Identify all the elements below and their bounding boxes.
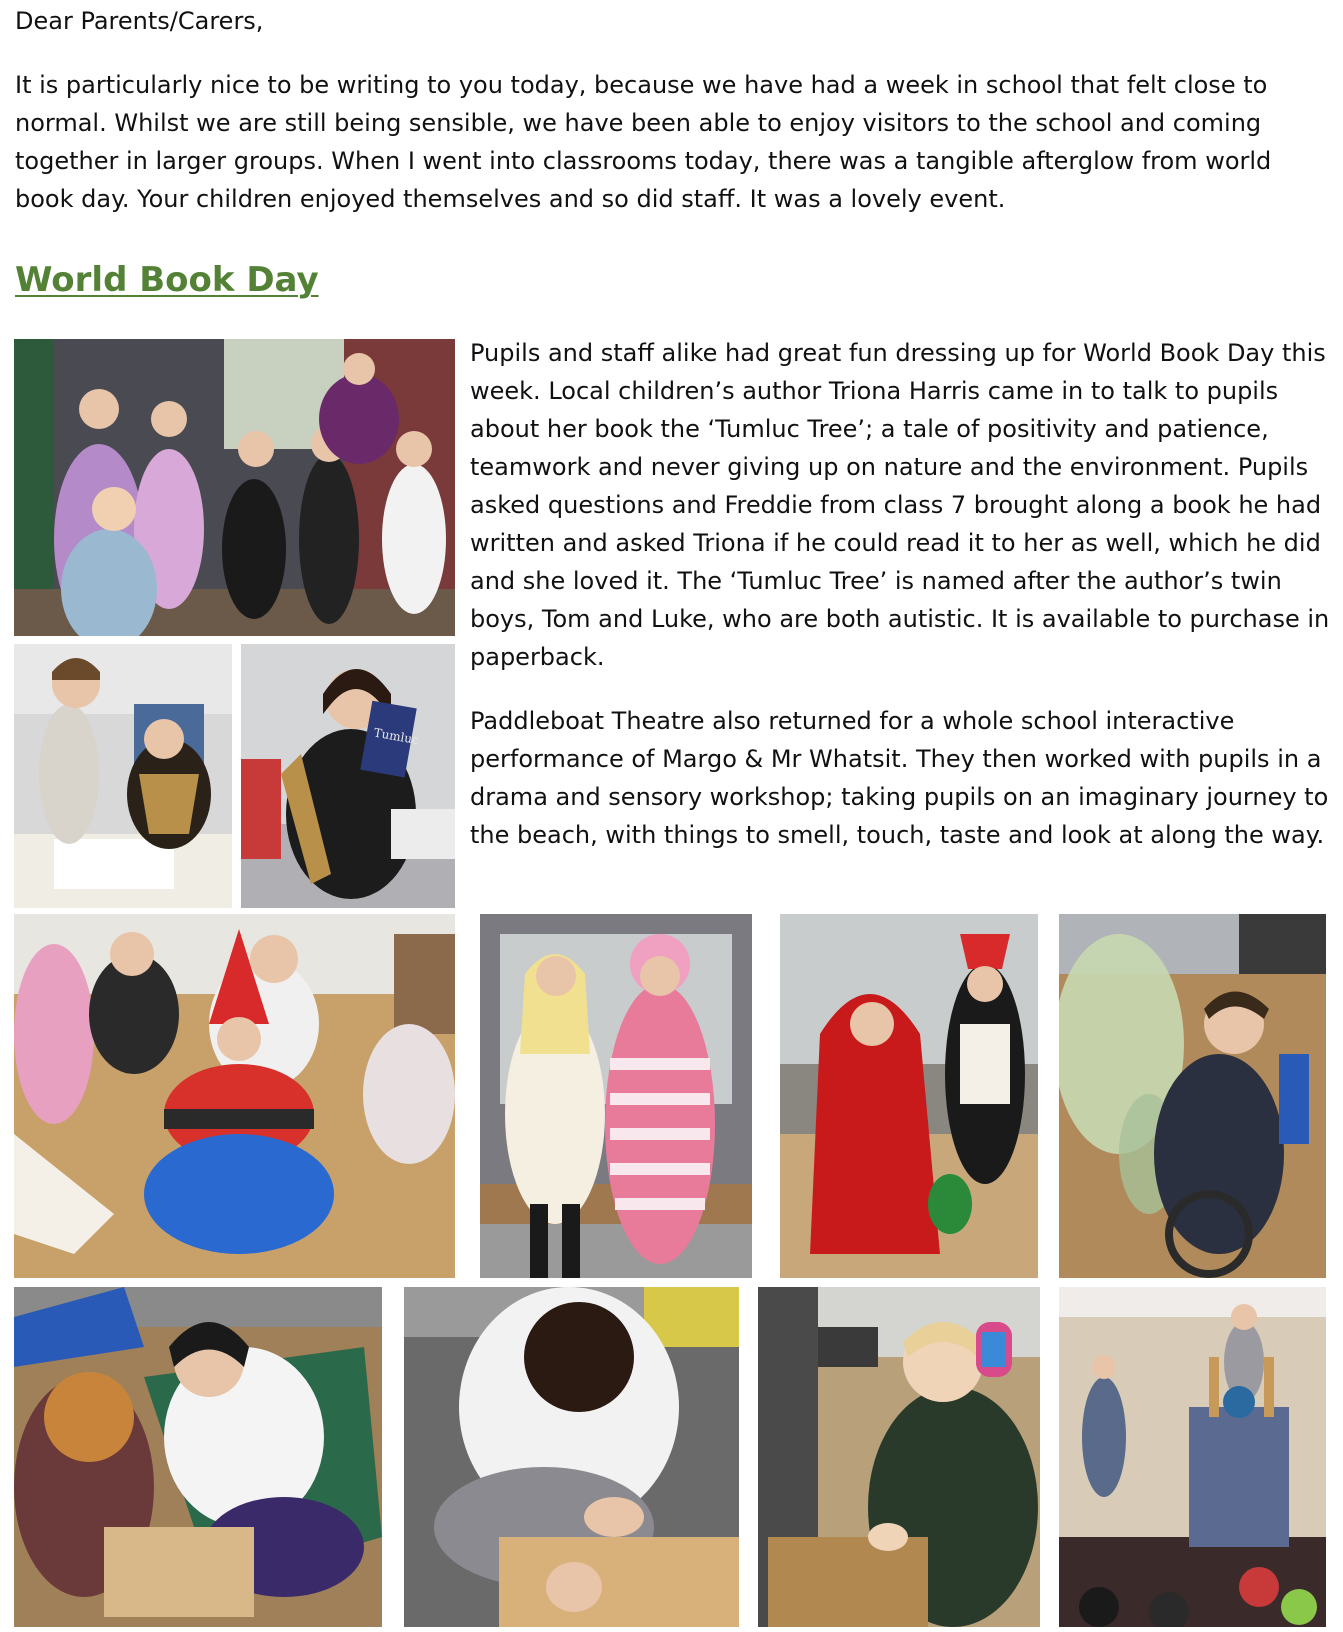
- photo-ear-defenders-pupil: [758, 1287, 1040, 1627]
- photo-red-riding-hood: [780, 914, 1038, 1278]
- intro-paragraph: It is particularly nice to be writing to you today, because we have had a week in school that felt close to normal. Whilst we are still being sensible, we have been able to enjoy visitors to the school and coming together in larger groups. When I went into classrooms today, there was a tangible afterglow from world book day. Your children enjoyed themselves and so did staff. It was a lovely event.: [15, 71, 1272, 213]
- salutation: Dear Parents/Carers,: [15, 7, 264, 35]
- photo-costume-group: [14, 339, 455, 636]
- photo-sensory-lantern: [1059, 914, 1326, 1278]
- photo-gnome-costume: [14, 914, 455, 1278]
- photo-author-with-pupil: [14, 644, 232, 908]
- photo-sand-tray-hands: [404, 1287, 739, 1627]
- photo-theatre-performance: [1059, 1287, 1326, 1627]
- photo-sand-tray-pupil: [14, 1287, 382, 1627]
- book-cover-title: Tumluc: [372, 725, 420, 748]
- photo-staff-costumes: [480, 914, 752, 1278]
- photo-author-holding-book: [241, 644, 455, 908]
- paddleboat-theatre-paragraph: Paddleboat Theatre also returned for a whole school interactive performance of Margo & Mr Whatsit. They then worked with pupils in a drama and sensory workshop; taking pupils on an imaginary journey to the beach, with things to smell, touch, taste and look at along the way.: [470, 707, 1329, 849]
- world-book-day-paragraph: Pupils and staff alike had great fun dressing up for World Book Day this week. Local children’s author Triona Harris came in to talk to pupils about her book the ‘Tumluc Tree’; a tale of positivity and patience, teamwork and never giving up on nature and the environment. Pupils asked questions and Freddie from class 7 brought along a book he had written and asked Triona if he could read it to her as well, which he did and she loved it. The ‘Tumluc Tree’ is named after the author’s twin boys, Tom and Luke, who are both autistic. It is available to purchase in paperback.: [470, 339, 1330, 671]
- section-heading: World Book Day: [15, 260, 319, 300]
